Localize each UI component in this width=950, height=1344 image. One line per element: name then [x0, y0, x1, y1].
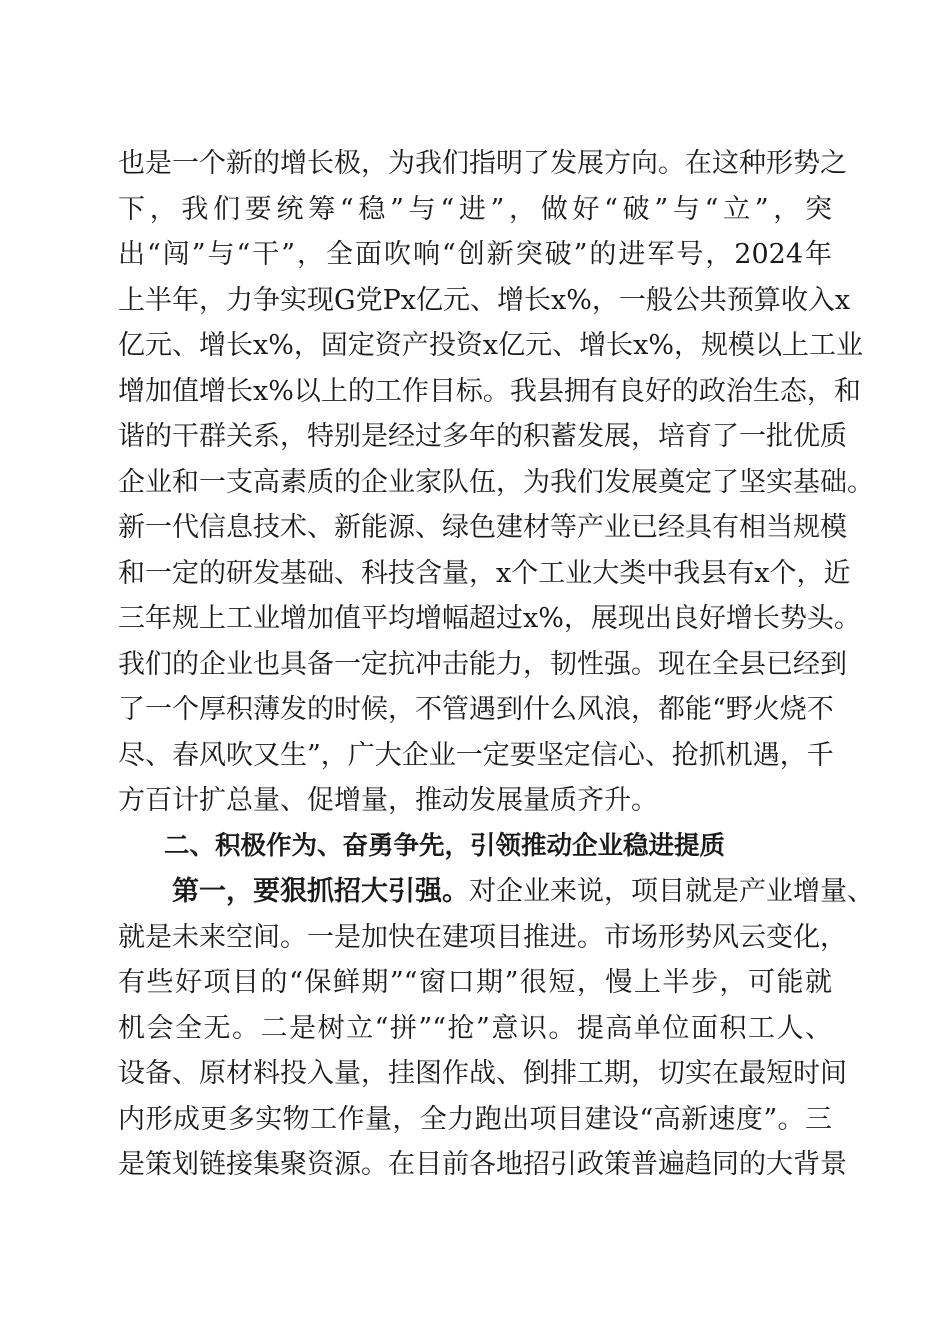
paragraph-2-lead: 第一，要狠抓招大引强。: [172, 876, 469, 907]
paragraph-1-line: 我们的企业也具备一定抗冲击能力，韧性强。现在全县已经到: [118, 648, 847, 680]
paragraph-1-line: 企业和一支高素质的企业家队伍，为我们发展奠定了坚实基础。: [118, 466, 874, 498]
paragraph-2-line: 有些好项目的“保鲜期”“窗口期”很短，慢上半步，可能就: [118, 967, 832, 998]
paragraph-2-first-line-rest: 对企业来说，项目就是产业增量、: [469, 876, 874, 907]
section-heading: 二、积极作为、奋勇争先，引领推动企业稳进提质: [164, 830, 726, 861]
paragraph-1-line: 出“闯”与“干”，全面吹响“创新突破”的进军号，2024年: [118, 239, 832, 270]
paragraph-1-line: 方百计扩总量、促增量，推动发展量质齐升。: [118, 785, 658, 816]
paragraph-2-line: 机会全无。二是树立“拼”“抢”意识。提高单位面积工人、: [118, 1012, 832, 1044]
document-page: [118, 141, 874, 1188]
paragraph-1-line: 和一定的研发基础、科技含量，x个工业大类中我县有x个，近: [118, 557, 851, 589]
paragraph-2-first-line: [118, 869, 874, 915]
paragraph-1-line: 尽、春风吹又生”，广大企业一定要坚定信心、抢抓机遇，千: [118, 739, 834, 771]
paragraph-1-line: 上半年，力争实现G党Px亿元、增长x%，一般公共预算收入x: [118, 284, 851, 316]
paragraph-1-line: 也是一个新的增长极，为我们指明了发展方向。在这种形势之: [118, 148, 847, 179]
paragraph-1-line: 了一个厚积薄发的时候，不管遇到什么风浪，都能“野火烧不: [118, 694, 834, 725]
paragraph-1-line: 下，我们要统筹“稳”与“进”，做好“破”与“立”，突: [118, 193, 832, 225]
paragraph-1-line: 三年规上工业增加值平均增幅超过x%，展现出良好增长势头。: [118, 603, 861, 634]
paragraph-2-line: 内形成更多实物工作量，全力跑出项目建设“高新速度”。三: [118, 1103, 832, 1135]
paragraph-1-line: 谐的干群关系，特别是经过多年的积蓄发展，培育了一批优质: [118, 421, 847, 452]
paragraph-2-line: 就是未来空间。一是加快在建项目推进。市场形势风云变化，: [118, 921, 847, 953]
paragraph-1-line: 增加值增长x%以上的工作目标。我县拥有良好的政治生态，和: [118, 375, 861, 407]
paragraph-1-line: 亿元、增长x%，固定资产投资x亿元、增长x%，规模以上工业: [118, 330, 863, 361]
paragraph-1-line: 新一代信息技术、新能源、绿色建材等产业已经具有相当规模: [118, 512, 847, 543]
paragraph-2-line: 设备、原材料投入量，挂图作战、倒排工期，切实在最短时间: [118, 1058, 847, 1089]
paragraph-2-line: 是策划链接集聚资源。在目前各地招引政策普遍趋同的大背景: [118, 1149, 847, 1180]
